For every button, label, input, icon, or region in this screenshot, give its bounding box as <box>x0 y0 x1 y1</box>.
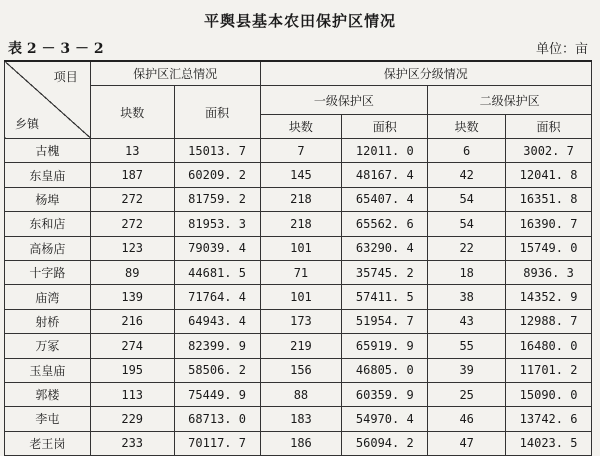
g1-count-cell: 156 <box>260 358 342 382</box>
total-area-cell: 64943. 4 <box>174 309 260 333</box>
g1-area-cell: 57411. 5 <box>342 285 428 309</box>
table-row <box>5 163 592 187</box>
total-area-cell: 44681. 5 <box>174 260 260 284</box>
g1-count-cell: 71 <box>260 260 342 284</box>
header-g1-area: 面积 <box>342 114 428 138</box>
g1-area-cell: 65562. 6 <box>342 212 428 236</box>
total-count-cell: 139 <box>90 285 174 309</box>
g2-area-cell: 12041. 8 <box>506 163 592 187</box>
g2-count-cell: 6 <box>428 139 506 163</box>
table-row <box>5 358 592 382</box>
g1-area-cell: 48167. 4 <box>342 163 428 187</box>
g2-count-cell: 46 <box>428 407 506 431</box>
g1-area-cell: 60359. 9 <box>342 382 428 406</box>
g2-count-cell: 47 <box>428 431 506 455</box>
table-row <box>5 334 592 358</box>
total-area-cell: 75449. 9 <box>174 382 260 406</box>
g2-count-cell: 43 <box>428 309 506 333</box>
g1-area-cell: 54970. 4 <box>342 407 428 431</box>
g2-area-cell: 16480. 0 <box>506 334 592 358</box>
g2-count-cell: 25 <box>428 382 506 406</box>
town-cell: 玉皇庙 <box>5 358 91 382</box>
g1-count-cell: 183 <box>260 407 342 431</box>
g2-area-cell: 16390. 7 <box>506 212 592 236</box>
header-grade-group: 保护区分级情况 <box>260 61 591 86</box>
g1-count-cell: 173 <box>260 309 342 333</box>
table-row <box>5 309 592 333</box>
g2-count-cell: 55 <box>428 334 506 358</box>
total-count-cell: 13 <box>90 139 174 163</box>
g1-count-cell: 101 <box>260 285 342 309</box>
total-area-cell: 15013. 7 <box>174 139 260 163</box>
g1-count-cell: 7 <box>260 139 342 163</box>
g2-count-cell: 22 <box>428 236 506 260</box>
g1-count-cell: 145 <box>260 163 342 187</box>
town-cell: 李屯 <box>5 407 91 431</box>
g2-count-cell: 54 <box>428 187 506 211</box>
table-number: 表 2 － 3 － 2 <box>8 41 104 57</box>
g1-area-cell: 63290. 4 <box>342 236 428 260</box>
table-row <box>5 382 592 406</box>
farmland-protection-table <box>4 60 592 456</box>
g1-count-cell: 88 <box>260 382 342 406</box>
table-row <box>5 187 592 211</box>
total-count-cell: 187 <box>90 163 174 187</box>
town-cell: 射桥 <box>5 309 91 333</box>
header-g2-count: 块数 <box>428 114 506 138</box>
table-row <box>5 260 592 284</box>
town-cell: 万冢 <box>5 334 91 358</box>
g2-count-cell: 54 <box>428 212 506 236</box>
g1-area-cell: 12011. 0 <box>342 139 428 163</box>
g2-area-cell: 8936. 3 <box>506 260 592 284</box>
g2-count-cell: 38 <box>428 285 506 309</box>
town-cell: 东皇庙 <box>5 163 91 187</box>
g1-count-cell: 186 <box>260 431 342 455</box>
g2-area-cell: 11701. 2 <box>506 358 592 382</box>
town-cell: 杨埠 <box>5 187 91 211</box>
town-cell: 古槐 <box>5 139 91 163</box>
g2-area-cell: 15749. 0 <box>506 236 592 260</box>
header-total-area: 面积 <box>174 86 260 139</box>
total-count-cell: 195 <box>90 358 174 382</box>
g2-area-cell: 15090. 0 <box>506 382 592 406</box>
g2-area-cell: 14023. 5 <box>506 431 592 455</box>
total-area-cell: 82399. 9 <box>174 334 260 358</box>
total-count-cell: 123 <box>90 236 174 260</box>
town-cell: 十字路 <box>5 260 91 284</box>
table-row <box>5 407 592 431</box>
total-area-cell: 70117. 7 <box>174 431 260 455</box>
total-count-cell: 216 <box>90 309 174 333</box>
header-corner-cell <box>5 61 91 139</box>
unit-label: 单位：亩 <box>535 42 588 57</box>
g2-area-cell: 12988. 7 <box>506 309 592 333</box>
total-count-cell: 272 <box>90 187 174 211</box>
g2-area-cell: 3002. 7 <box>506 139 592 163</box>
header-second-grade: 二级保护区 <box>428 86 592 114</box>
g2-area-cell: 16351. 8 <box>506 187 592 211</box>
g1-area-cell: 65407. 4 <box>342 187 428 211</box>
town-cell: 庙湾 <box>5 285 91 309</box>
g2-area-cell: 13742. 6 <box>506 407 592 431</box>
town-cell: 东和店 <box>5 212 91 236</box>
g2-count-cell: 18 <box>428 260 506 284</box>
total-count-cell: 272 <box>90 212 174 236</box>
total-count-cell: 113 <box>90 382 174 406</box>
g1-count-cell: 219 <box>260 334 342 358</box>
town-cell: 高杨店 <box>5 236 91 260</box>
g1-count-cell: 218 <box>260 212 342 236</box>
table-row <box>5 431 592 455</box>
header-first-grade: 一级保护区 <box>260 86 428 114</box>
g2-area-cell: 14352. 9 <box>506 285 592 309</box>
table-row <box>5 212 592 236</box>
g1-area-cell: 46805. 0 <box>342 358 428 382</box>
g2-count-cell: 42 <box>428 163 506 187</box>
header-total-count: 块数 <box>90 86 174 139</box>
header-item-label: 项目 <box>53 70 78 84</box>
total-area-cell: 81759. 2 <box>174 187 260 211</box>
total-area-cell: 71764. 4 <box>174 285 260 309</box>
total-area-cell: 79039. 4 <box>174 236 260 260</box>
g1-area-cell: 51954. 7 <box>342 309 428 333</box>
table-row <box>5 236 592 260</box>
total-count-cell: 274 <box>90 334 174 358</box>
g1-count-cell: 218 <box>260 187 342 211</box>
g1-count-cell: 101 <box>260 236 342 260</box>
header-summary-group: 保护区汇总情况 <box>90 61 260 86</box>
total-count-cell: 233 <box>90 431 174 455</box>
town-cell: 郭楼 <box>5 382 91 406</box>
g1-area-cell: 65919. 9 <box>342 334 428 358</box>
header-town-label: 乡镇 <box>15 117 40 131</box>
total-area-cell: 60209. 2 <box>174 163 260 187</box>
table-row <box>5 139 592 163</box>
table-row <box>5 285 592 309</box>
document-title: 平舆县基本农田保护区情况 <box>203 12 396 30</box>
total-area-cell: 81953. 3 <box>174 212 260 236</box>
town-cell: 老王岗 <box>5 431 91 455</box>
total-count-cell: 229 <box>90 407 174 431</box>
total-count-cell: 89 <box>90 260 174 284</box>
total-area-cell: 58506. 2 <box>174 358 260 382</box>
header-g2-area: 面积 <box>506 114 592 138</box>
total-area-cell: 68713. 0 <box>174 407 260 431</box>
header-g1-count: 块数 <box>260 114 342 138</box>
g2-count-cell: 39 <box>428 358 506 382</box>
g1-area-cell: 35745. 2 <box>342 260 428 284</box>
g1-area-cell: 56094. 2 <box>342 431 428 455</box>
table-body <box>5 139 592 456</box>
